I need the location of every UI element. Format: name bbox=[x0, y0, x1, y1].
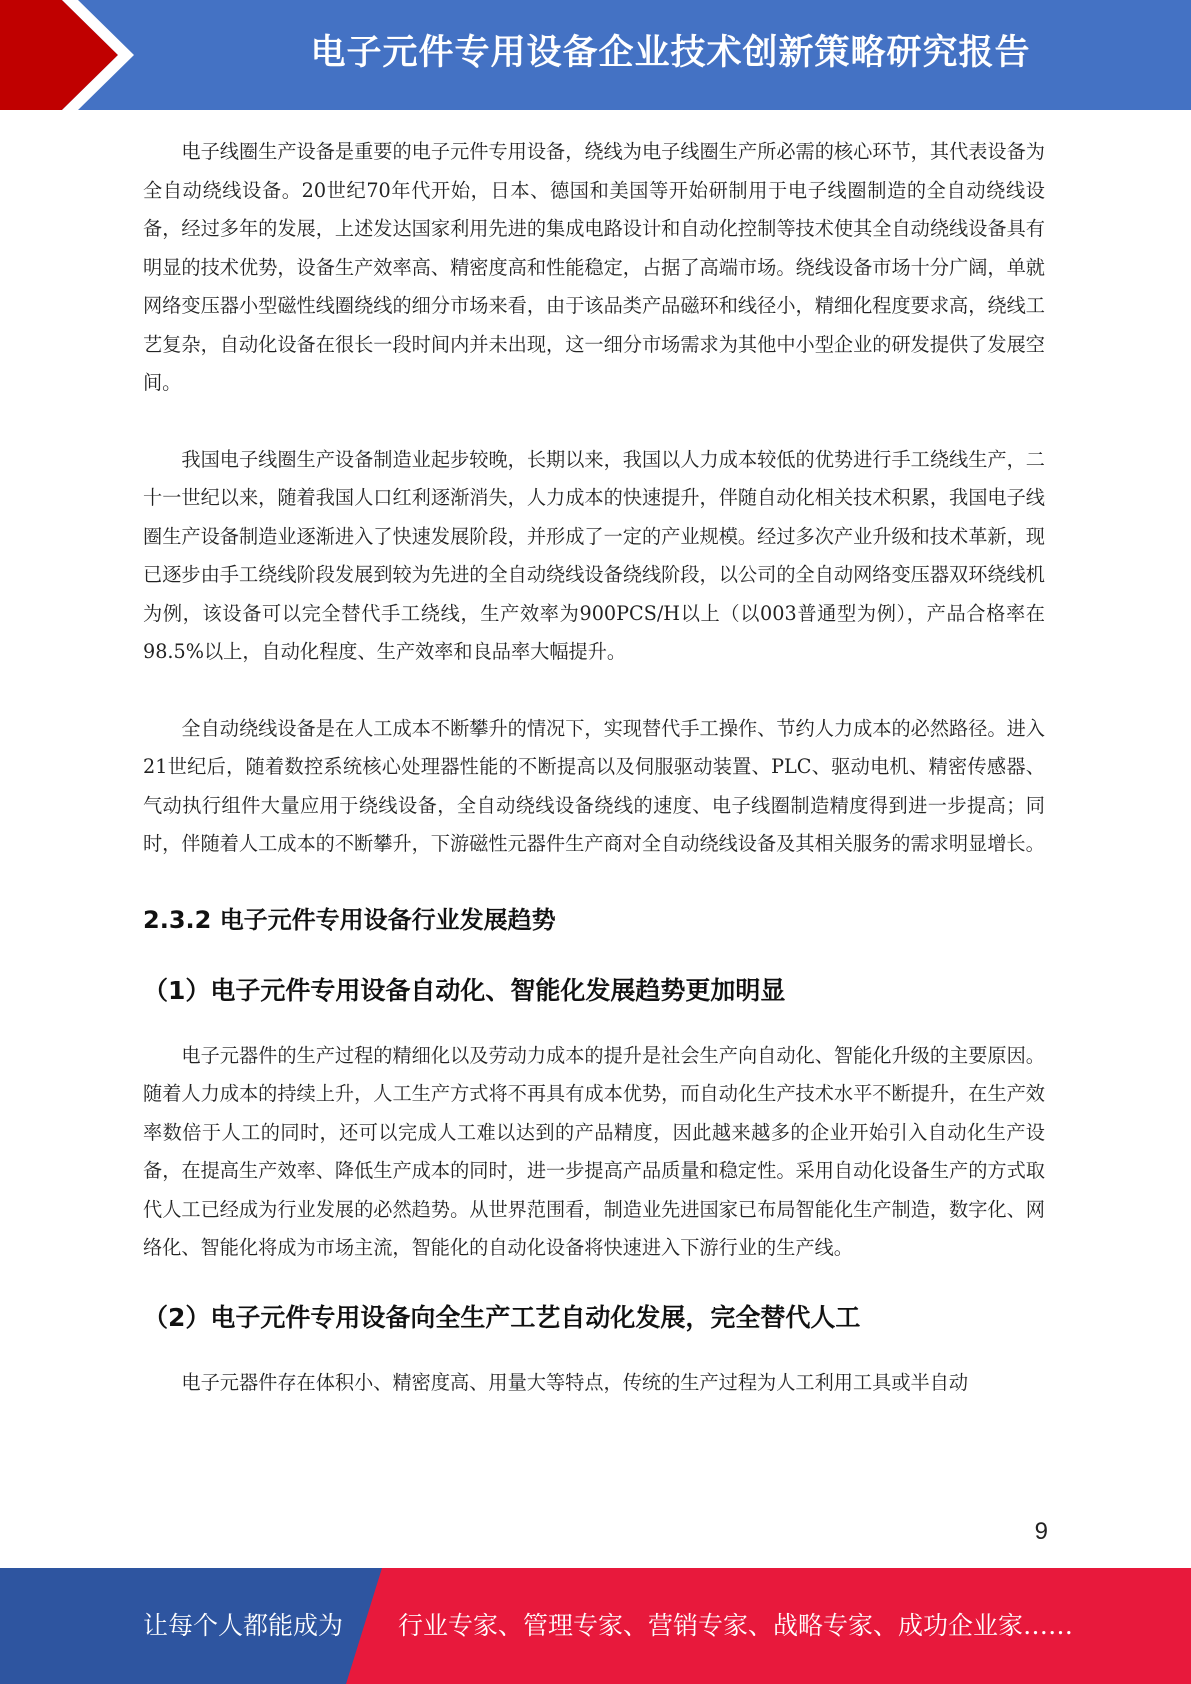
paragraph-automation-trend: 电子元器件的生产过程的精细化以及劳动力成本的提升是社会生产向自动化、智能化升级的主要原因。随着人力成本的持续上升，人工生产方式将不再具有成本优势，而自动化生产技术水平不断提升，在生产效率数倍于人工的同时，还可以完成人工难以达到的产品精度，因此越来越多的企业开始引入自动化生产设备，在提高生产效率、降低生产成本的同时，进一步提高产品质量和稳定性。采用自动化设备生产的方式取代人工已经成为行业发展的必然趋势。从世界范围看，制造业先进国家已布局智能化生产制造，数字化、网络化、智能化将成为市场主流，智能化的自动化设备将快速进入下游行业的生产线。 bbox=[143, 1043, 1045, 1259]
section-spacer bbox=[143, 1334, 1045, 1364]
paragraph-full-process: 电子元器件存在体积小、精密度高、用量大等特点，传统的生产过程为人工利用工具或半自动 bbox=[181, 1370, 969, 1394]
page-footer bbox=[0, 1568, 1191, 1684]
report-title: 电子元件专用设备企业技术创新策略研究报告 bbox=[310, 33, 1031, 73]
header-arrow-icon bbox=[0, 0, 160, 110]
section-spacer bbox=[143, 864, 1045, 900]
paragraph-spacer bbox=[143, 672, 1045, 710]
subsection-heading-2: （2）电子元件专用设备向全生产工艺自动化发展，完全替代人工 bbox=[143, 1302, 861, 1332]
section-heading: 2.3.2 电子元件专用设备行业发展趋势 bbox=[143, 905, 556, 934]
document-body bbox=[143, 133, 1045, 1402]
section-spacer bbox=[143, 935, 1045, 971]
paragraph-automatic-winding: 全自动绕线设备是在人工成本不断攀升的情况下，实现替代手工操作、节约人力成本的必然路径。进入21世纪后，随着数控系统核心处理器性能的不断提高以及伺服驱动装置、PLC、驱动电机、精密传感器、气动执行组件大量应用于绕线设备，全自动绕线设备绕线的速度、电子线圈制造精度得到进一步提高；同时，伴随着人工成本的不断攀升，下游磁性元器件生产商对全自动绕线设备及其相关服务的需求明显增长。 bbox=[143, 716, 1045, 855]
page-number: 9 bbox=[1034, 1518, 1048, 1545]
paragraph-coil-equipment: 电子线圈生产设备是重要的电子元件专用设备，绕线为电子线圈生产所必需的核心环节，其代表设备为全自动绕线设备。20世纪70年代开始，日本、德国和美国等开始研制用于电子线圈制造的全自动绕线设备，经过多年的发展，上述发达国家利用先进的集成电路设计和自动化控制等技术使其全自动绕线设备具有明显的技术优势，设备生产效率高、精密度高和性能稳定，占据了高端市场。绕线设备市场十分广阔，单就网络变压器小型磁性线圈绕线的细分市场来看，由于该品类产品磁环和线径小，精细化程度要求高，绕线工艺复杂，自动化设备在很长一段时间内并未出现，这一细分市场需求为其他中小型企业的研发提供了发展空间。 bbox=[143, 140, 1045, 394]
subsection-heading-1: （1）电子元件专用设备自动化、智能化发展趋势更加明显 bbox=[143, 975, 786, 1005]
footer-slogan-right: 行业专家、管理专家、营销专家、战略专家、成功企业家…… bbox=[398, 1611, 1074, 1640]
paragraph-domestic-industry: 我国电子线圈生产设备制造业起步较晚，长期以来，我国以人力成本较低的优势进行手工绕线生产，二十一世纪以来，随着我国人口红利逐渐消失，人力成本的快速提升，伴随自动化相关技术积累，我国电子线圈生产设备制造业逐渐进入了快速发展阶段，并形成了一定的产业规模。经过多次产业升级和技术革新，现已逐步由手工绕线阶段发展到较为先进的全自动绕线设备绕线阶段，以公司的全自动网络变压器双环绕线机为例，该设备可以完全替代手工绕线，生产效率为900PCS/H以上（以003普通型为例），产品合格率在98.5%以上，自动化程度、生产效率和良品率大幅提升。 bbox=[143, 447, 1045, 663]
section-spacer bbox=[143, 1007, 1045, 1037]
section-spacer bbox=[143, 1268, 1045, 1298]
page-header bbox=[0, 0, 1191, 110]
paragraph-spacer bbox=[143, 403, 1045, 441]
footer-slogan-left: 让每个人都能成为 bbox=[143, 1611, 344, 1640]
